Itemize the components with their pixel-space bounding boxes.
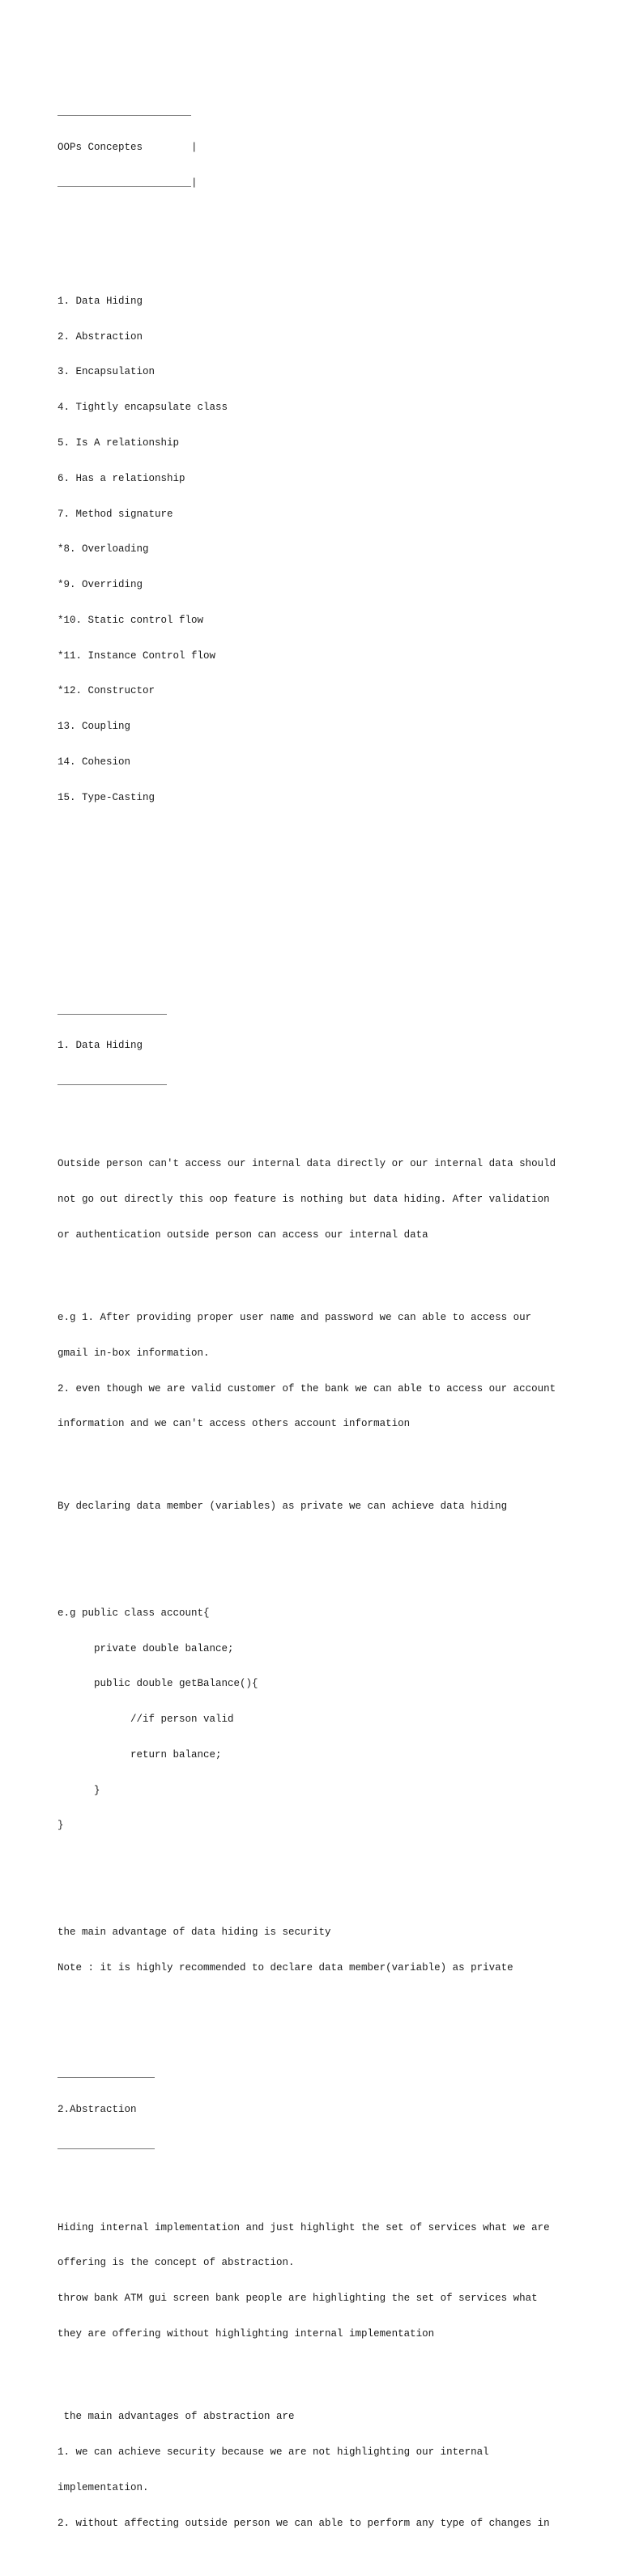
section-heading: 1. Data Hiding [58, 1040, 143, 1052]
toc-item: *9. Overriding [58, 579, 143, 591]
spacer [58, 887, 608, 899]
spacer [58, 922, 608, 934]
header-bottom-rule: ______________________| [58, 177, 198, 189]
example-line: information and we can't access others account information [58, 1418, 411, 1430]
note-line: Note : it is highly recommended to declare data member(variable) as private [58, 1961, 513, 1974]
toc-item: 3. Encapsulation [58, 366, 156, 378]
toc-item: 5. Is A relationship [58, 437, 180, 449]
spacer [58, 1454, 608, 1466]
example-line: gmail in-box information. [58, 1347, 210, 1359]
paragraph-line: they are offering without highlighting internal implementation [58, 2328, 435, 2340]
paragraph-line: the main advantages of abstraction are [58, 2411, 295, 2423]
example-line: e.g 1. After providing proper user name and password we can able to access our [58, 1311, 532, 1323]
code-line: private double balance; [58, 1642, 234, 1654]
document-title: OOPs Conceptes [58, 142, 143, 154]
toc-item: 15. Type-Casting [58, 791, 156, 803]
code-line: public double getBalance(){ [58, 1678, 258, 1690]
paragraph-line: or authentication outside person can access our internal data [58, 1228, 428, 1241]
spacer [58, 2364, 608, 2376]
code-line: } [58, 1820, 64, 1832]
example-line: 2. even though we are valid customer of the bank we can able to access our account [58, 1382, 556, 1394]
toc-item: *12. Constructor [58, 685, 156, 697]
code-line: return balance; [58, 1748, 222, 1761]
toc-item: 6. Has a relationship [58, 472, 185, 484]
header-top-rule: ______________________ [58, 106, 192, 118]
toc-list [58, 272, 608, 828]
paragraph-line: Outside person can't access our internal data directly or our internal data should [58, 1158, 556, 1170]
toc-item: *10. Static control flow [58, 614, 204, 626]
paragraph-line: 1. we can achieve security because we are not highlighting our internal [58, 2446, 489, 2458]
paragraph-line: offering is the concept of abstraction. [58, 2257, 295, 2269]
section-abstraction [58, 2045, 608, 2553]
spacer [58, 2174, 608, 2186]
toc-item: *8. Overloading [58, 543, 149, 556]
section-top-rule: ________________ [58, 2067, 156, 2080]
toc-item: 2. Abstraction [58, 330, 143, 343]
paragraph-line: implementation. [58, 2481, 149, 2493]
spacer [58, 213, 608, 225]
paragraph-line: 2. without affecting outside person we can able to perform any type of changes in [58, 2517, 550, 2529]
toc-item: *11. Instance Control flow [58, 649, 216, 662]
code-line: e.g public class account{ [58, 1607, 210, 1619]
section-top-rule: __________________ [58, 1004, 168, 1016]
toc-item: 1. Data Hiding [58, 295, 143, 307]
section-data-hiding [58, 981, 608, 1997]
spacer [58, 851, 608, 863]
code-line: } [58, 1784, 100, 1796]
spacer [58, 1879, 608, 1891]
header-title-tail: | [143, 142, 198, 154]
paragraph-line: Hiding internal implementation and just highlight the set of services what we are [58, 2221, 550, 2233]
toc-item: 14. Cohesion [58, 756, 131, 769]
code-block [58, 1584, 608, 1856]
document-page [58, 59, 608, 2576]
toc-item: 13. Coupling [58, 721, 131, 733]
spacer [58, 1536, 608, 1548]
section-heading: 2.Abstraction [58, 2103, 137, 2115]
paragraph-line: the main advantage of data hiding is security [58, 1926, 331, 1938]
paragraph-line: By declaring data member (variables) as private we can achieve data hiding [58, 1501, 508, 1513]
paragraph-line: not go out directly this oop feature is nothing but data hiding. After validation [58, 1194, 550, 1205]
section-bottom-rule: __________________ [58, 1075, 168, 1088]
section-bottom-rule: ________________ [58, 2139, 156, 2151]
code-line: //if person valid [58, 1714, 234, 1726]
spacer [58, 1111, 608, 1123]
spacer [58, 1265, 608, 1277]
header-title-line [58, 142, 608, 154]
toc-item: 7. Method signature [58, 508, 173, 520]
paragraph-line: throw bank ATM gui screen bank people are highlighting the set of services what [58, 2293, 538, 2305]
toc-item: 4. Tightly encapsulate class [58, 402, 228, 414]
